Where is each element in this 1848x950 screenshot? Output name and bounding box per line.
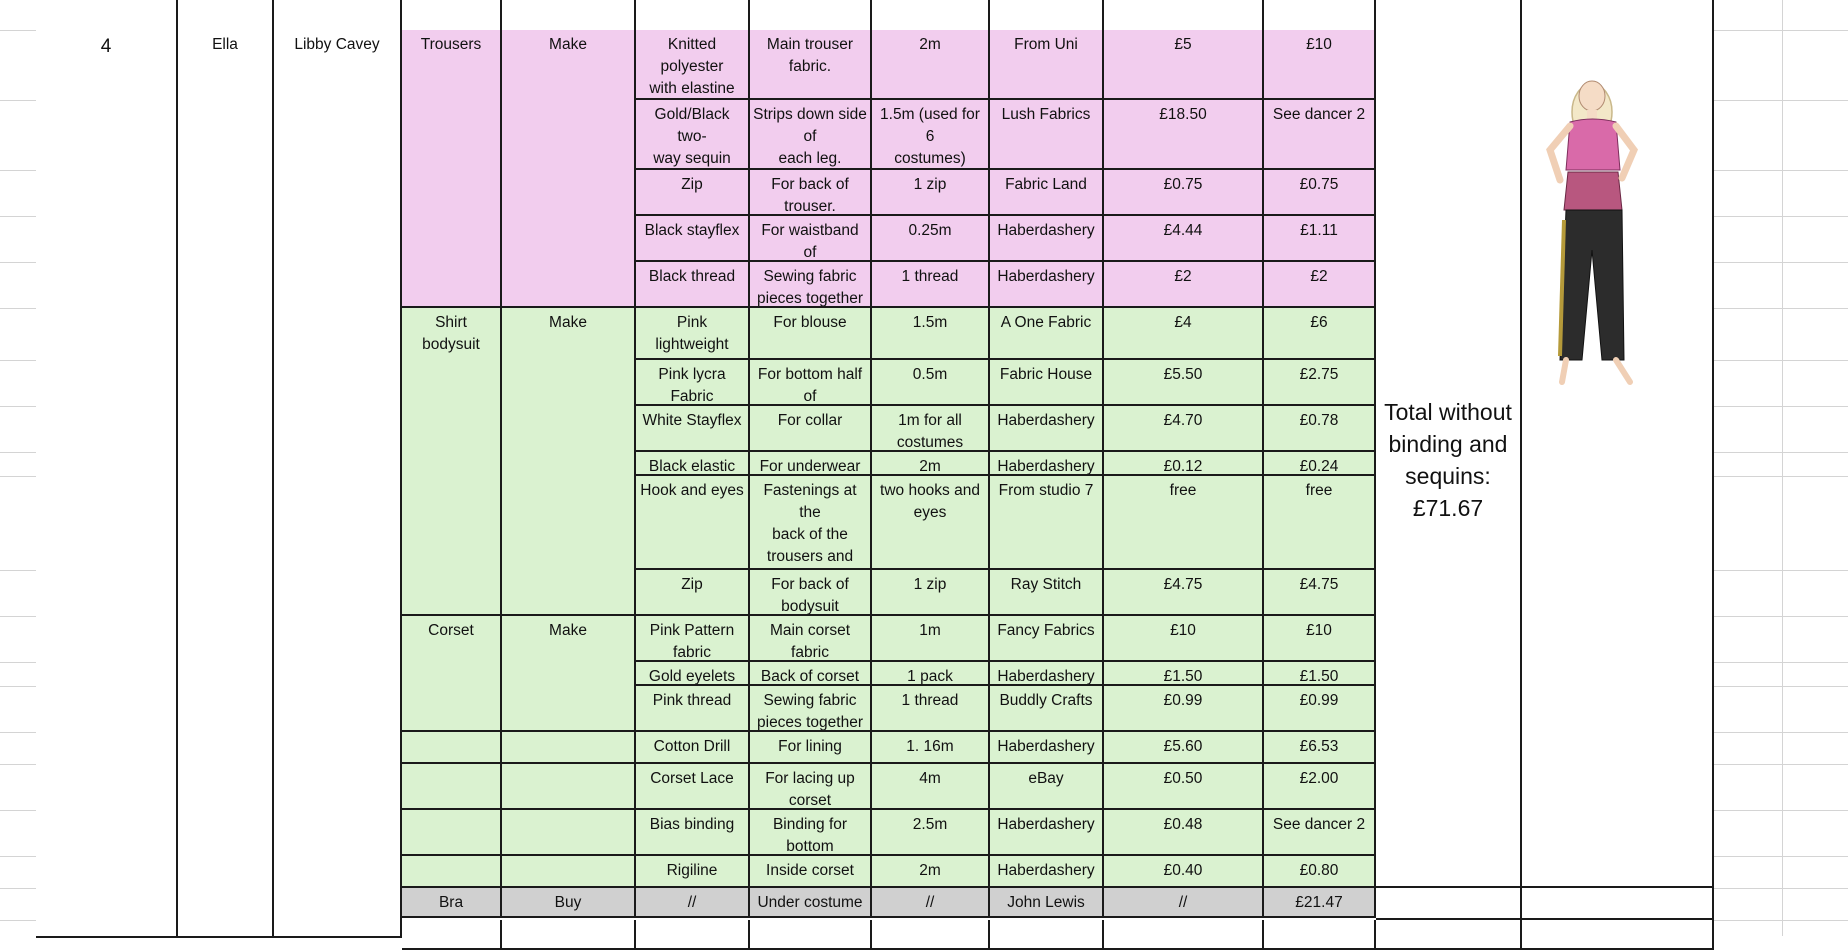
table-cell[interactable] bbox=[274, 0, 402, 32]
grid-line bbox=[0, 170, 36, 171]
table-cell-cost[interactable]: £0.78 bbox=[1264, 406, 1376, 452]
table-cell-quantity[interactable]: 1 pack bbox=[872, 662, 990, 686]
table-cell-unit-price[interactable]: £4.75 bbox=[1104, 570, 1264, 616]
table-cell-material[interactable]: Corset Lace bbox=[636, 764, 750, 810]
table-cell-quantity[interactable]: 1 thread bbox=[872, 262, 990, 308]
grid-line bbox=[1714, 888, 1848, 889]
table-cell[interactable] bbox=[990, 920, 1104, 950]
table-cell-purpose[interactable]: For back of trouser. bbox=[750, 170, 872, 216]
table-cell-quantity[interactable]: 2m bbox=[872, 30, 990, 100]
table-cell[interactable] bbox=[402, 0, 502, 32]
grid-line bbox=[0, 476, 36, 477]
table-cell-cost[interactable]: free bbox=[1264, 476, 1376, 570]
table-cell-cost[interactable]: £0.80 bbox=[1264, 856, 1376, 888]
grid-line bbox=[1714, 810, 1848, 811]
grid-line bbox=[0, 360, 36, 361]
grid-line bbox=[1714, 308, 1848, 309]
table-cell-purpose[interactable]: For underwear bbox=[750, 452, 872, 476]
table-cell[interactable] bbox=[1376, 920, 1522, 950]
table-cell-purpose[interactable]: Main corset fabric bbox=[750, 616, 872, 662]
table-cell-quantity[interactable]: // bbox=[872, 888, 990, 918]
table-cell-quantity[interactable]: 0.25m bbox=[872, 216, 990, 262]
table-cell-unit-price[interactable]: £4 bbox=[1104, 308, 1264, 360]
table-cell-unit-price[interactable]: £2 bbox=[1104, 262, 1264, 308]
table-cell[interactable] bbox=[750, 920, 872, 950]
table-cell-unit-price[interactable]: £0.40 bbox=[1104, 856, 1264, 888]
table-cell-cost[interactable]: £0.75 bbox=[1264, 170, 1376, 216]
table-cell-material[interactable]: Black thread bbox=[636, 262, 750, 308]
grid-line bbox=[0, 308, 36, 309]
table-cell-purpose[interactable]: Fastenings at the back of the trousers and bbox=[750, 476, 872, 570]
grid-line bbox=[1714, 920, 1848, 921]
grid-line bbox=[0, 262, 36, 263]
grid-line bbox=[0, 616, 36, 617]
table-cell-supplier[interactable]: A One Fabric bbox=[990, 308, 1104, 360]
grid-line bbox=[1714, 616, 1848, 617]
table-cell-unit-price[interactable]: £1.50 bbox=[1104, 662, 1264, 686]
table-cell-purpose[interactable]: For bottom half of bbox=[750, 360, 872, 406]
table-cell-supplier[interactable]: Haberdashery bbox=[990, 216, 1104, 262]
table-cell[interactable] bbox=[502, 920, 636, 950]
table-cell-material[interactable]: Bias binding bbox=[636, 810, 750, 856]
grid-line bbox=[1714, 662, 1848, 663]
grid-line bbox=[0, 810, 36, 811]
table-cell-supplier[interactable]: From studio 7 bbox=[990, 476, 1104, 570]
dancer-name[interactable]: Ella bbox=[178, 30, 274, 938]
table-cell-material[interactable]: Black elastic bbox=[636, 452, 750, 476]
table-cell-quantity[interactable]: 2m bbox=[872, 856, 990, 888]
table-cell-quantity[interactable]: 2.5m bbox=[872, 810, 990, 856]
table-cell[interactable] bbox=[1376, 0, 1522, 32]
table-cell-supplier[interactable]: Buddly Crafts bbox=[990, 686, 1104, 732]
garment-method[interactable] bbox=[502, 810, 636, 856]
table-cell-quantity[interactable]: 1.5m bbox=[872, 308, 990, 360]
table-cell-cost[interactable]: £2.75 bbox=[1264, 360, 1376, 406]
table-cell[interactable] bbox=[1264, 920, 1376, 950]
garment-name[interactable]: Bra bbox=[402, 888, 502, 918]
table-cell-material[interactable]: Rigiline bbox=[636, 856, 750, 888]
garment-method[interactable] bbox=[502, 856, 636, 888]
garment-name[interactable]: Shirt bodysuit bbox=[402, 308, 502, 616]
grid-line bbox=[1714, 406, 1848, 407]
grid-line bbox=[1714, 732, 1848, 733]
table-cell-quantity[interactable]: 1. 16m bbox=[872, 732, 990, 764]
grid-line bbox=[1782, 0, 1783, 936]
dancer-number[interactable]: 4 bbox=[36, 30, 178, 938]
table-cell-supplier[interactable]: Fancy Fabrics bbox=[990, 616, 1104, 662]
table-cell-supplier[interactable]: Haberdashery bbox=[990, 810, 1104, 856]
table-cell-material[interactable]: Hook and eyes bbox=[636, 476, 750, 570]
table-cell-supplier[interactable]: Haberdashery bbox=[990, 732, 1104, 764]
grid-line bbox=[1714, 216, 1848, 217]
table-cell-quantity[interactable]: two hooks and eyes bbox=[872, 476, 990, 570]
grid-line bbox=[0, 732, 36, 733]
grid-line bbox=[1714, 764, 1848, 765]
table-cell-purpose[interactable]: For blouse bbox=[750, 308, 872, 360]
table-cell-material[interactable]: Zip bbox=[636, 570, 750, 616]
table-cell[interactable] bbox=[1522, 920, 1714, 950]
table-cell-unit-price[interactable]: £5 bbox=[1104, 30, 1264, 100]
table-cell-purpose[interactable]: Under costume bbox=[750, 888, 872, 918]
garment-method[interactable]: Make bbox=[502, 308, 636, 616]
table-cell-unit-price[interactable]: £0.50 bbox=[1104, 764, 1264, 810]
table-cell-cost[interactable]: £1.11 bbox=[1264, 216, 1376, 262]
table-cell-purpose[interactable]: For collar bbox=[750, 406, 872, 452]
garment-name[interactable] bbox=[402, 732, 502, 764]
grid-line bbox=[1714, 856, 1848, 857]
table-cell-material[interactable]: Cotton Drill bbox=[636, 732, 750, 764]
table-cell-purpose[interactable]: Main trouser fabric. bbox=[750, 30, 872, 100]
table-cell-supplier[interactable]: Haberdashery bbox=[990, 662, 1104, 686]
table-cell-supplier[interactable]: Fabric House bbox=[990, 360, 1104, 406]
table-cell-cost[interactable]: See dancer 2 bbox=[1264, 100, 1376, 170]
table-cell-material[interactable]: Gold/Black two- way sequin bbox=[636, 100, 750, 170]
table-cell-material[interactable]: // bbox=[636, 888, 750, 918]
costume-sketch-icon bbox=[1530, 60, 1730, 420]
table-cell-cost[interactable]: £4.75 bbox=[1264, 570, 1376, 616]
table-cell-cost[interactable]: £0.24 bbox=[1264, 452, 1376, 476]
table-cell-supplier[interactable]: Ray Stitch bbox=[990, 570, 1104, 616]
sketch-cell-bra[interactable] bbox=[1522, 888, 1714, 920]
grid-line bbox=[1714, 686, 1848, 687]
table-cell-material[interactable]: Zip bbox=[636, 170, 750, 216]
table-cell[interactable] bbox=[636, 0, 750, 32]
garment-method[interactable]: Make bbox=[502, 616, 636, 732]
grid-line bbox=[0, 406, 36, 407]
table-cell-material[interactable]: Knitted polyester with elastine bbox=[636, 30, 750, 100]
table-cell-quantity[interactable]: 1 thread bbox=[872, 686, 990, 732]
table-cell[interactable] bbox=[36, 0, 178, 32]
table-cell-supplier[interactable]: Fabric Land bbox=[990, 170, 1104, 216]
table-cell-material[interactable]: Pink lightweight bbox=[636, 308, 750, 360]
grid-line bbox=[1714, 452, 1848, 453]
table-cell-cost[interactable]: £1.50 bbox=[1264, 662, 1376, 686]
table-cell-purpose[interactable]: Binding for bottom bbox=[750, 810, 872, 856]
table-cell-unit-price[interactable]: // bbox=[1104, 888, 1264, 918]
grid-line bbox=[0, 452, 36, 453]
table-cell-supplier[interactable]: Haberdashery bbox=[990, 452, 1104, 476]
grid-line bbox=[0, 570, 36, 571]
table-cell-quantity[interactable]: 1.5m (used for 6 costumes) bbox=[872, 100, 990, 170]
grid-line bbox=[0, 764, 36, 765]
table-cell[interactable] bbox=[1104, 920, 1264, 950]
grid-line bbox=[1714, 30, 1848, 31]
table-cell[interactable] bbox=[872, 920, 990, 950]
grid-line bbox=[1714, 170, 1848, 171]
table-cell-cost[interactable]: £10 bbox=[1264, 616, 1376, 662]
grid-line bbox=[0, 216, 36, 217]
table-cell-unit-price[interactable]: £10 bbox=[1104, 616, 1264, 662]
garment-name[interactable]: Corset bbox=[402, 616, 502, 732]
table-cell-unit-price[interactable]: £4.70 bbox=[1104, 406, 1264, 452]
table-cell[interactable] bbox=[178, 0, 274, 32]
grid-line bbox=[1714, 570, 1848, 571]
garment-method[interactable]: Make bbox=[502, 30, 636, 308]
grid-line bbox=[0, 920, 36, 921]
table-cell-cost[interactable]: See dancer 2 bbox=[1264, 810, 1376, 856]
garment-name[interactable] bbox=[402, 764, 502, 810]
grid-line bbox=[0, 30, 36, 31]
table-cell-supplier[interactable]: Haberdashery bbox=[990, 406, 1104, 452]
table-cell[interactable] bbox=[872, 0, 990, 32]
table-cell-purpose[interactable]: For waistband of bbox=[750, 216, 872, 262]
table-cell[interactable] bbox=[990, 0, 1104, 32]
grid-line bbox=[1714, 262, 1848, 263]
table-cell-material[interactable]: Pink Pattern fabric bbox=[636, 616, 750, 662]
table-cell-quantity[interactable]: 4m bbox=[872, 764, 990, 810]
table-cell-cost[interactable]: £2 bbox=[1264, 262, 1376, 308]
table-cell-quantity[interactable]: 1 zip bbox=[872, 570, 990, 616]
table-cell-supplier[interactable]: Haberdashery bbox=[990, 856, 1104, 888]
total-cell-bra[interactable] bbox=[1376, 888, 1522, 920]
table-cell-supplier[interactable]: Haberdashery bbox=[990, 262, 1104, 308]
table-cell-material[interactable]: Black stayflex bbox=[636, 216, 750, 262]
table-cell[interactable] bbox=[1522, 0, 1714, 32]
table-cell-quantity[interactable]: 1m for all costumes bbox=[872, 406, 990, 452]
total-cost-note: Total without binding and sequins: £71.67 bbox=[1384, 399, 1512, 521]
table-cell-quantity[interactable]: 0.5m bbox=[872, 360, 990, 406]
table-cell[interactable] bbox=[1264, 0, 1376, 32]
table-cell-purpose[interactable]: Strips down side of each leg. bbox=[750, 100, 872, 170]
table-cell-material[interactable]: Gold eyelets bbox=[636, 662, 750, 686]
table-cell-purpose[interactable]: Inside corset bbox=[750, 856, 872, 888]
grid-line bbox=[1714, 360, 1848, 361]
grid-line bbox=[1714, 100, 1848, 101]
table-cell-material[interactable]: Pink thread bbox=[636, 686, 750, 732]
grid-line bbox=[0, 100, 36, 101]
table-cell[interactable] bbox=[502, 0, 636, 32]
table-cell[interactable] bbox=[1104, 0, 1264, 32]
grid-line bbox=[0, 856, 36, 857]
table-cell[interactable] bbox=[750, 0, 872, 32]
table-cell-quantity[interactable]: 1m bbox=[872, 616, 990, 662]
table-cell-quantity[interactable]: 1 zip bbox=[872, 170, 990, 216]
table-cell[interactable] bbox=[402, 920, 502, 950]
table-cell-purpose[interactable]: For lining bbox=[750, 732, 872, 764]
table-cell-cost[interactable]: £21.47 bbox=[1264, 888, 1376, 918]
table-cell-unit-price[interactable]: £0.99 bbox=[1104, 686, 1264, 732]
table-cell-supplier[interactable]: John Lewis bbox=[990, 888, 1104, 918]
table-cell-unit-price[interactable]: £0.12 bbox=[1104, 452, 1264, 476]
table-cell-cost[interactable]: £2.00 bbox=[1264, 764, 1376, 810]
table-cell-purpose[interactable]: Sewing fabric pieces together bbox=[750, 686, 872, 732]
table-cell[interactable] bbox=[636, 920, 750, 950]
table-cell-unit-price[interactable]: £0.75 bbox=[1104, 170, 1264, 216]
table-cell-unit-price[interactable]: £0.48 bbox=[1104, 810, 1264, 856]
garment-name[interactable] bbox=[402, 810, 502, 856]
table-cell-purpose[interactable]: Back of corset bbox=[750, 662, 872, 686]
table-cell-supplier[interactable]: eBay bbox=[990, 764, 1104, 810]
grid-line bbox=[0, 888, 36, 889]
table-cell-cost[interactable]: £10 bbox=[1264, 30, 1376, 100]
garment-method[interactable] bbox=[502, 732, 636, 764]
table-cell-purpose[interactable]: Sewing fabric pieces together bbox=[750, 262, 872, 308]
grid-line bbox=[1714, 476, 1848, 477]
table-cell-unit-price[interactable]: £18.50 bbox=[1104, 100, 1264, 170]
table-cell-cost[interactable]: £6.53 bbox=[1264, 732, 1376, 764]
maker-name[interactable]: Libby Cavey bbox=[274, 30, 402, 938]
table-cell-supplier[interactable]: From Uni bbox=[990, 30, 1104, 100]
grid-line bbox=[0, 686, 36, 687]
table-cell-material[interactable]: Pink lycra Fabric bbox=[636, 360, 750, 406]
table-cell-unit-price[interactable]: £5.60 bbox=[1104, 732, 1264, 764]
garment-name[interactable] bbox=[402, 856, 502, 888]
table-cell-cost[interactable]: £6 bbox=[1264, 308, 1376, 360]
table-cell-quantity[interactable]: 2m bbox=[872, 452, 990, 476]
table-cell-unit-price[interactable]: £4.44 bbox=[1104, 216, 1264, 262]
table-cell-supplier[interactable]: Lush Fabrics bbox=[990, 100, 1104, 170]
grid-line bbox=[0, 662, 36, 663]
table-cell-unit-price[interactable]: £5.50 bbox=[1104, 360, 1264, 406]
table-cell-material[interactable]: White Stayflex bbox=[636, 406, 750, 452]
table-cell-purpose[interactable]: For back of bodysuit bbox=[750, 570, 872, 616]
garment-name[interactable]: Trousers bbox=[402, 30, 502, 308]
table-cell-unit-price[interactable]: free bbox=[1104, 476, 1264, 570]
garment-method[interactable]: Buy bbox=[502, 888, 636, 918]
table-cell-purpose[interactable]: For lacing up corset bbox=[750, 764, 872, 810]
garment-method[interactable] bbox=[502, 764, 636, 810]
table-cell-cost[interactable]: £0.99 bbox=[1264, 686, 1376, 732]
